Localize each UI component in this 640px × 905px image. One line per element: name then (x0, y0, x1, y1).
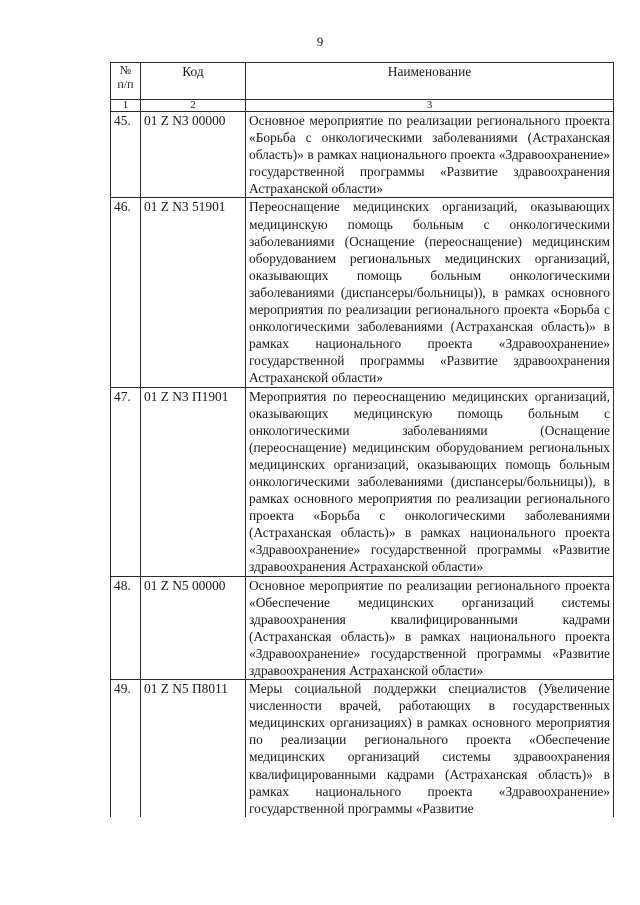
column-number-row (111, 100, 614, 112)
table-row (111, 198, 614, 387)
row-name: Переоснащение медицинских организаций, оказывающих медицинскую помощь больным с онкологическими заболеваниями (Оснащение (переоснащение) медицинским оборудованием региональных медицинских организаций, оказывающих помощь больным онкологическими заболеваниями (диспансеры/больницы)), в рамках основного мероприятия по реализации регионального проекта «Борьба с онкологическими заболеваниями (Астраханская область)» в рамках национального проекта «Здравоохранение» государственной программы «Развитие здравоохранения Астраханской области» (246, 198, 614, 387)
row-number: 48. (111, 576, 141, 680)
column-number: 1 (111, 100, 141, 112)
column-number: 3 (246, 100, 614, 112)
table-header-row (111, 63, 614, 100)
row-name: Основное мероприятие по реализации регионального проекта «Обеспечение медицинских организаций системы здравоохранения квалифицированными кадрами (Астраханская область)» в рамках национального проекта «Здравоохранение» государственной программы «Развитие здравоохранения Астраханской области» (246, 576, 614, 680)
row-number: 47. (111, 387, 141, 576)
row-code: 01 Z N3 П1901 (141, 387, 246, 576)
row-name: Мероприятия по переоснащению медицинских организаций, оказывающих медицинскую помощь больным с онкологическими заболеваниями (Оснащение (переоснащение) медицинским оборудованием региональных медицинских организаций, оказывающих помощь больным онкологическими заболеваниями (диспансеры/больницы)), в рамках основного мероприятия по реализации регионального проекта «Борьба с онкологическими заболеваниями (Астраханская область)» в рамках национального проекта «Здравоохранение» государственной программы «Развитие здравоохранения Астраханской области» (246, 387, 614, 576)
row-code: 01 Z N3 51901 (141, 198, 246, 387)
row-code: 01 Z N3 00000 (141, 112, 246, 198)
row-code: 01 Z N5 П8011 (141, 680, 246, 817)
header-num: № п/п (111, 63, 141, 100)
row-code: 01 Z N5 00000 (141, 576, 246, 680)
row-number: 45. (111, 112, 141, 198)
row-number: 46. (111, 198, 141, 387)
row-name: Меры социальной поддержки специалистов (Увеличение численности врачей, работающих в государственных медицинских организациях) в рамках основного мероприятия по реализации регионального проекта «Обеспечение медицинских организаций системы здравоохранения квалифицированными кадрами (Астраханская область)» в рамках национального проекта «Здравоохранение» государственной программы «Развитие (246, 680, 614, 817)
program-codes-table (110, 62, 614, 817)
header-name: Наименование (246, 63, 614, 100)
table-row (111, 680, 614, 817)
table-row (111, 387, 614, 576)
row-number: 49. (111, 680, 141, 817)
column-number: 2 (141, 100, 246, 112)
row-name: Основное мероприятие по реализации регионального проекта «Борьба с онкологическими заболеваниями (Астраханская область)» в рамках национального проекта «Здравоохранение» государственной программы «Развитие здравоохранения Астраханской области» (246, 112, 614, 198)
header-code: Код (141, 63, 246, 100)
table-row (111, 576, 614, 680)
table-row (111, 112, 614, 198)
page-number: 9 (316, 34, 324, 49)
